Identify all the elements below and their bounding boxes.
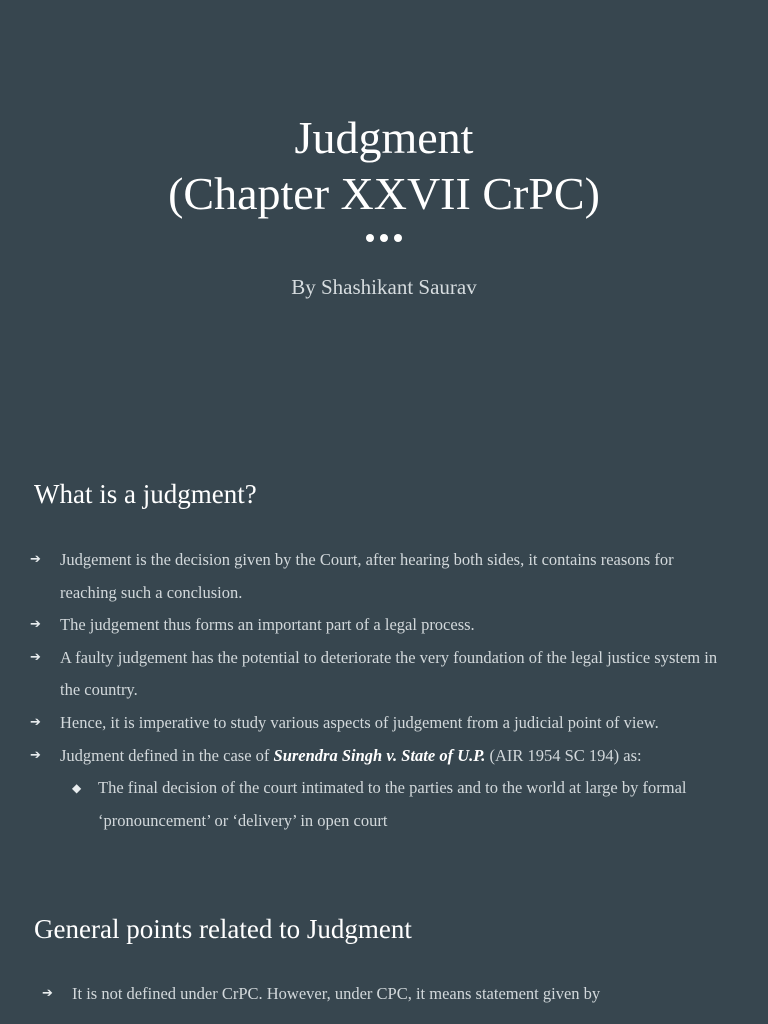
list-item bbox=[42, 978, 732, 1011]
section-heading-general-points: General points related to Judgment bbox=[34, 914, 412, 944]
sub-list-item bbox=[30, 772, 730, 837]
bullet-text: It is not defined under CrPC. However, under CPC, it means statement given by bbox=[72, 984, 601, 1003]
arrow-icon: ➔ bbox=[30, 714, 41, 730]
dot-icon bbox=[380, 234, 388, 242]
arrow-icon: ➔ bbox=[30, 649, 41, 665]
dot-icon bbox=[366, 234, 374, 242]
judgment-bullet-list bbox=[30, 544, 730, 837]
list-item bbox=[30, 544, 730, 609]
list-item bbox=[30, 740, 730, 773]
case-suffix: (AIR 1954 SC 194) as: bbox=[485, 745, 642, 765]
case-prefix: Judgment defined in the case of bbox=[60, 745, 274, 765]
section-heading-what-is-judgment: What is a judgment? bbox=[34, 479, 257, 509]
arrow-icon: ➔ bbox=[30, 747, 41, 763]
dot-icon bbox=[394, 234, 402, 242]
bullet-text: Hence, it is imperative to study various aspects of judgement from a judicial point of view. bbox=[60, 712, 659, 732]
diamond-icon: ◆ bbox=[72, 781, 82, 796]
bullet-text: A faulty judgement has the potential to deteriorate the very foundation of the legal justice system in the country. bbox=[60, 647, 718, 700]
title-slide bbox=[0, 0, 768, 440]
arrow-icon: ➔ bbox=[30, 552, 41, 567]
title-line-2: (Chapter XXVII CrPC) bbox=[168, 168, 600, 219]
list-item bbox=[30, 707, 730, 740]
ellipsis-dots bbox=[0, 234, 768, 242]
title-line-1: Judgment bbox=[294, 112, 474, 163]
case-name: Surendra Singh v. State of U.P. bbox=[273, 745, 486, 765]
sub-bullet-text: The final decision of the court intimated to the parties and to the world at large by formal ‘pronouncement’ or ‘delivery’ in open court bbox=[98, 778, 687, 830]
bullet-text: The judgement thus forms an important part of a legal process. bbox=[60, 615, 475, 635]
arrow-icon: ➔ bbox=[42, 986, 53, 1001]
author-byline: By Shashikant Saurav bbox=[291, 275, 477, 299]
list-item bbox=[30, 642, 730, 707]
bullet-text: Judgement is the decision given by the Court, after hearing both sides, it contains reasons for reaching such a conclusion. bbox=[60, 550, 674, 602]
list-item bbox=[30, 609, 730, 642]
arrow-icon: ➔ bbox=[30, 617, 41, 633]
general-points-bullet-list bbox=[42, 978, 732, 1011]
